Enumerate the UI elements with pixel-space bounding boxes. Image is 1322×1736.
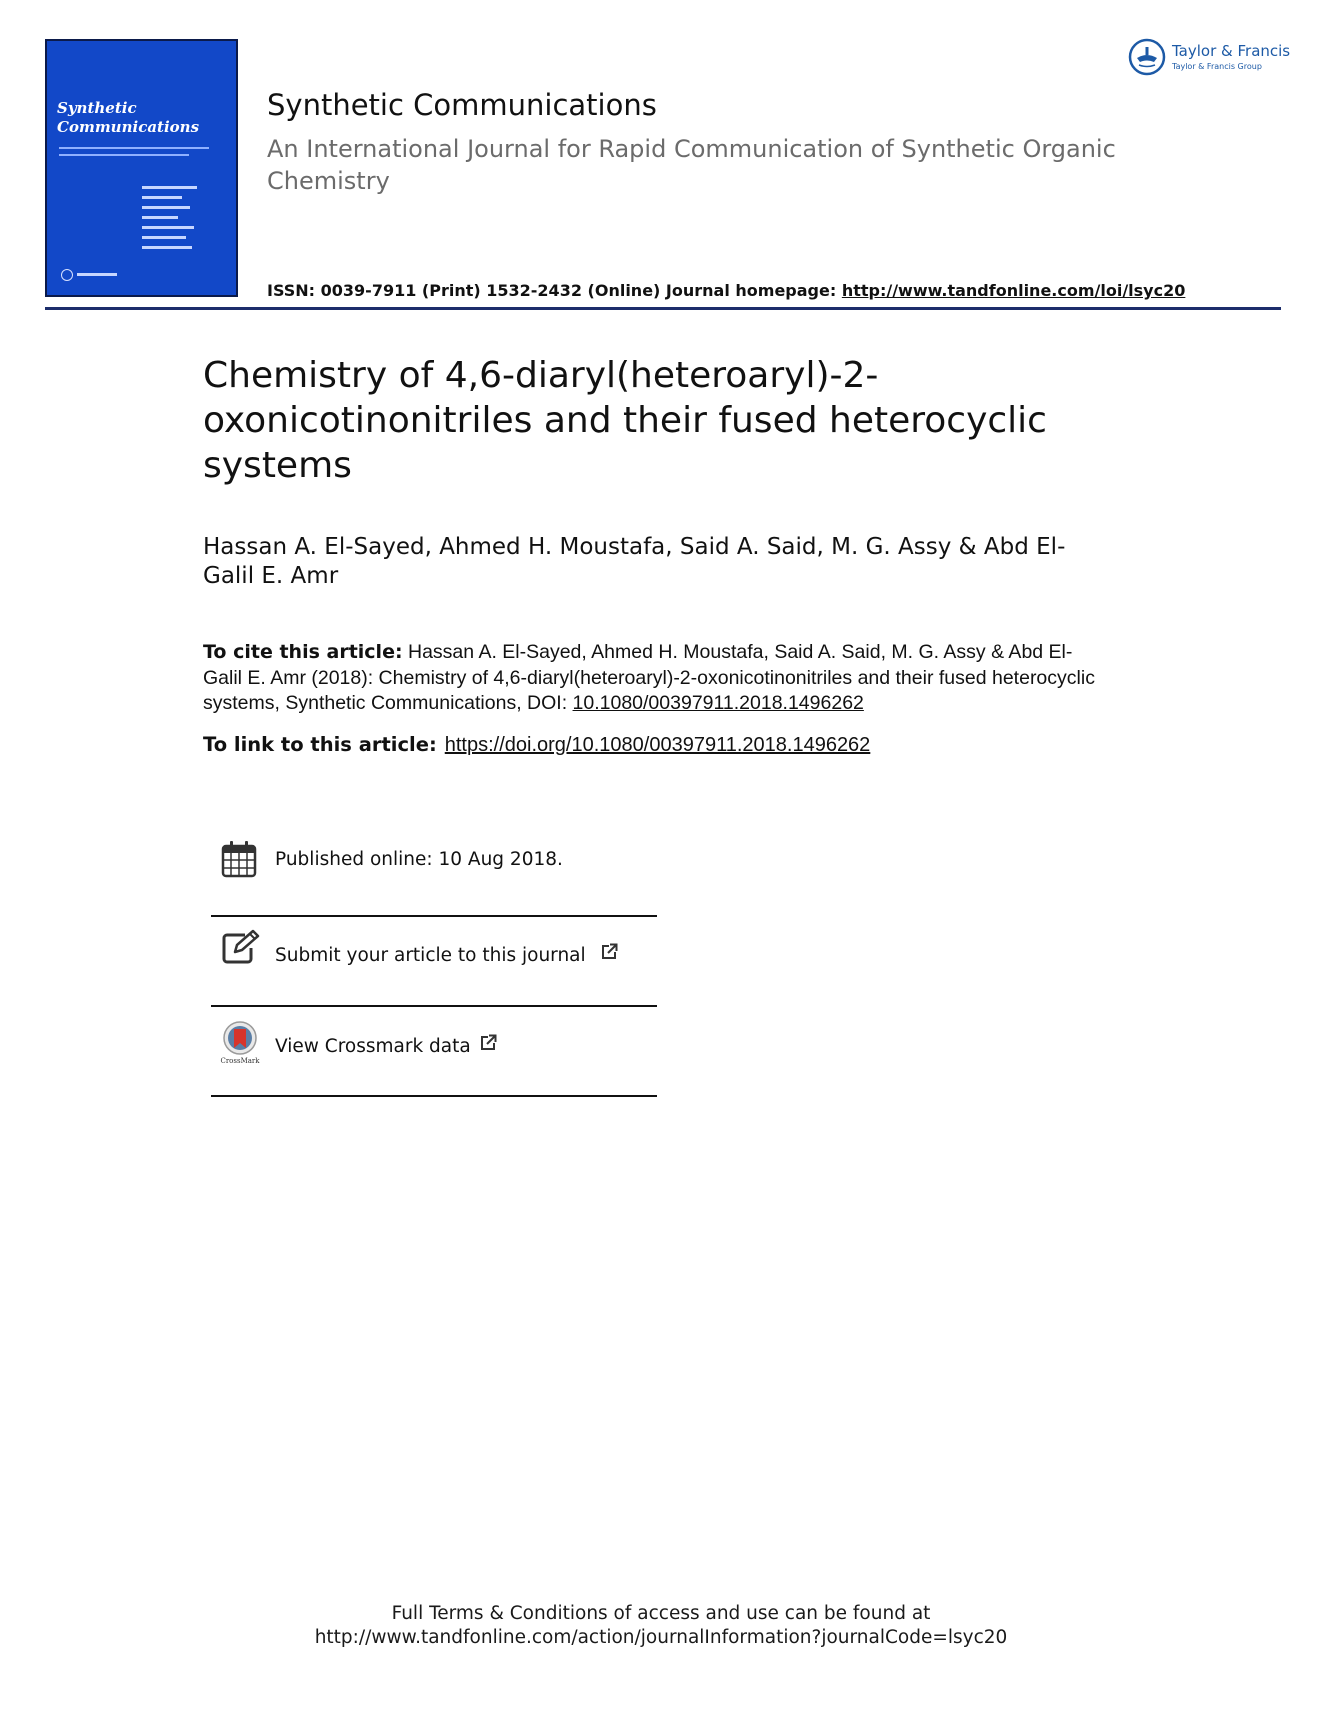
issn-text: ISSN: 0039-7911 (Print) 1532-2432 (Online) Journal homepage: [267,281,842,300]
article-link-line [203,733,870,757]
article-doi-url[interactable]: https://doi.org/10.1080/00397911.2018.1496262 [444,734,871,756]
edit-icon [221,929,261,965]
crossmark-link[interactable] [275,1034,497,1057]
submit-article-row[interactable] [211,917,657,1005]
published-online-row [211,835,657,923]
citation-doi-link[interactable]: 10.1080/00397911.2018.1496262 [572,692,864,714]
cover-decoration [142,186,197,189]
publisher-logo[interactable] [1128,38,1291,78]
crossmark-row[interactable] [211,1007,657,1095]
issn-line [267,281,1185,300]
external-link-icon [479,1034,497,1052]
submit-article-link[interactable] [275,943,618,966]
cover-decoration [142,226,194,229]
cover-decoration [59,147,209,149]
info-divider [211,1095,657,1097]
crossmark-logo-text: CrossMark [220,1057,260,1065]
journal-homepage-link[interactable]: http://www.tandfonline.com/loi/lsyc20 [841,281,1186,300]
cover-title-line2: Communications [57,118,200,136]
journal-title: Synthetic Communications [267,88,657,122]
citation-label: To cite this article: [203,641,403,663]
published-online-text: Published online: 10 Aug 2018. [275,849,563,870]
publisher-logo-icon [1128,38,1166,76]
terms-footer [0,1602,1322,1650]
publisher-group: Taylor & Francis Group [1172,62,1262,71]
article-title: Chemistry of 4,6-diaryl(heteroaryl)-2-oxonicotinonitriles and their fused heterocyclic systems [203,355,1047,486]
footer-line1: Full Terms & Conditions of access and use can be found at [391,1603,931,1624]
cover-title-line1: Synthetic [57,99,137,117]
article-authors: Hassan A. El-Sayed, Ahmed H. Moustafa, Said A. Said, M. G. Assy & Abd El-Galil E. Amr [203,534,1066,589]
header-divider [45,307,1281,310]
submit-article-text: Submit your article to this journal [275,945,586,966]
citation-block [203,640,1103,717]
crossmark-logo [219,1021,261,1065]
citation-text: Hassan A. El-Sayed, Ahmed H. Moustafa, Said A. Said, M. G. Assy & Abd El-Galil E. Amr (2018): Chemistry of 4,6-diaryl(heteroaryl)-2-oxonicotinonitriles and their fused heterocyclic systems, Synthetic Communications, DOI: [203,641,1095,714]
journal-subtitle: An International Journal for Rapid Communication of Synthetic Organic Chemistry [267,135,1116,195]
crossmark-text: View Crossmark data [275,1036,471,1057]
cover-decoration [142,246,192,249]
calendar-icon [221,840,257,878]
publisher-name: Taylor & Francis [1172,42,1291,60]
cover-title [57,99,199,137]
cover-decoration [59,154,189,156]
external-link-icon [600,943,618,961]
cover-decoration [142,236,186,239]
article-link-label: To link to this article: [203,733,437,756]
cover-decoration [142,216,178,219]
cover-publisher-logo [61,269,73,281]
footer-terms-link[interactable]: http://www.tandfonline.com/action/journalInformation?journalCode=lsyc20 [314,1627,1008,1648]
cover-decoration [142,196,182,199]
journal-cover-image [45,39,238,297]
cover-decoration [142,206,190,209]
cover-decoration [77,273,117,276]
